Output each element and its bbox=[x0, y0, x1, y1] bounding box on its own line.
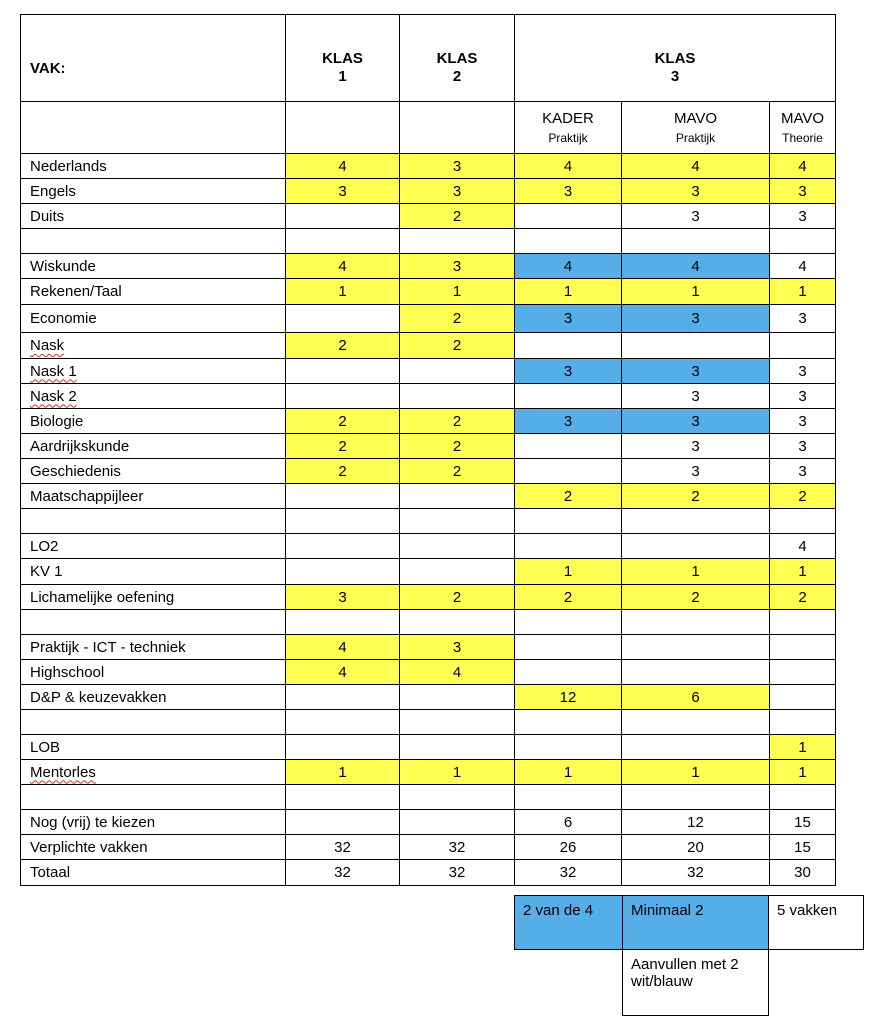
table-row bbox=[21, 305, 836, 333]
hours-cell bbox=[622, 660, 770, 685]
table-row bbox=[21, 279, 836, 305]
hours-cell bbox=[286, 810, 400, 835]
table-row bbox=[21, 660, 836, 685]
hours-cell: 6 bbox=[622, 685, 770, 710]
hours-cell bbox=[622, 333, 770, 359]
hours-cell bbox=[286, 384, 400, 409]
table-row bbox=[21, 384, 836, 409]
hours-cell: 2 bbox=[400, 305, 515, 333]
klas1-header bbox=[286, 15, 400, 102]
hours-cell: 3 bbox=[400, 179, 515, 204]
table-row bbox=[21, 559, 836, 585]
hours-cell bbox=[770, 785, 836, 810]
table-row bbox=[21, 409, 836, 434]
hours-cell bbox=[400, 229, 515, 254]
subject-cell bbox=[21, 810, 286, 835]
hours-cell bbox=[286, 509, 400, 534]
hours-cell: 3 bbox=[622, 434, 770, 459]
hours-cell: 4 bbox=[515, 154, 622, 179]
hours-cell: 3 bbox=[622, 179, 770, 204]
hours-cell: 3 bbox=[622, 459, 770, 484]
hours-cell bbox=[515, 384, 622, 409]
hours-cell: 4 bbox=[622, 154, 770, 179]
empty-row bbox=[21, 710, 836, 735]
subject-label: Biologie bbox=[30, 412, 84, 430]
hours-cell: 1 bbox=[770, 760, 836, 785]
hours-cell: 2 bbox=[286, 434, 400, 459]
curriculum-table bbox=[20, 14, 836, 886]
subject-label: Mentorles bbox=[30, 763, 96, 781]
subject-cell bbox=[21, 635, 286, 660]
table-row bbox=[21, 254, 836, 279]
subject-cell bbox=[21, 534, 286, 559]
subject-label: Nog (vrij) te kiezen bbox=[30, 813, 156, 831]
hours-cell: 4 bbox=[770, 154, 836, 179]
hours-cell bbox=[622, 534, 770, 559]
subject-cell bbox=[21, 835, 286, 860]
track-name: MAVO bbox=[780, 110, 825, 127]
hours-cell: 2 bbox=[400, 409, 515, 434]
hours-cell bbox=[286, 735, 400, 760]
subject-cell bbox=[21, 585, 286, 610]
subject-label: Wiskunde bbox=[30, 257, 96, 275]
hours-cell: 32 bbox=[286, 860, 400, 886]
subject-cell bbox=[21, 760, 286, 785]
subject-label: Geschiedenis bbox=[30, 462, 121, 480]
subject-cell bbox=[21, 685, 286, 710]
table-row bbox=[21, 835, 836, 860]
track-header-row bbox=[21, 102, 836, 154]
subject-label: Nask 2 bbox=[30, 387, 77, 405]
subject-cell bbox=[21, 229, 286, 254]
track-header-kader bbox=[515, 102, 622, 154]
hours-cell: 32 bbox=[622, 860, 770, 886]
subject-label: Verplichte vakken bbox=[30, 838, 148, 856]
hours-cell: 2 bbox=[400, 434, 515, 459]
subject-cell bbox=[21, 154, 286, 179]
hours-cell bbox=[515, 710, 622, 735]
hours-cell: 3 bbox=[770, 384, 836, 409]
hours-cell bbox=[400, 810, 515, 835]
hours-cell: 20 bbox=[622, 835, 770, 860]
hours-cell bbox=[770, 710, 836, 735]
hours-cell: 32 bbox=[286, 835, 400, 860]
klas2-number: 2 bbox=[452, 68, 462, 85]
hours-cell: 1 bbox=[770, 735, 836, 760]
hours-cell: 6 bbox=[515, 810, 622, 835]
hours-cell: 3 bbox=[515, 409, 622, 434]
hours-cell bbox=[400, 384, 515, 409]
track-header-mavo-praktijk bbox=[622, 102, 770, 154]
hours-cell bbox=[515, 434, 622, 459]
track-sub: Praktijk bbox=[675, 131, 716, 145]
table-row bbox=[21, 860, 836, 886]
hours-cell: 2 bbox=[400, 204, 515, 229]
hours-cell: 1 bbox=[286, 279, 400, 305]
hours-cell: 15 bbox=[770, 835, 836, 860]
track-name: KADER bbox=[542, 110, 594, 127]
hours-cell: 3 bbox=[286, 179, 400, 204]
hours-cell bbox=[515, 534, 622, 559]
hours-cell: 3 bbox=[400, 635, 515, 660]
subject-cell bbox=[21, 409, 286, 434]
hours-cell bbox=[622, 635, 770, 660]
hours-cell bbox=[515, 204, 622, 229]
hours-cell bbox=[400, 359, 515, 384]
track-name: MAVO bbox=[673, 110, 718, 127]
hours-cell: 2 bbox=[400, 459, 515, 484]
subject-label: Economie bbox=[30, 310, 97, 327]
hours-cell bbox=[515, 229, 622, 254]
subject-cell bbox=[21, 204, 286, 229]
legend-blue-2-van-de-4: 2 van de 4 bbox=[514, 895, 623, 950]
hours-cell bbox=[770, 635, 836, 660]
hours-cell bbox=[515, 333, 622, 359]
hours-cell: 32 bbox=[515, 860, 622, 886]
hours-cell bbox=[400, 509, 515, 534]
subject-cell bbox=[21, 660, 286, 685]
hours-cell bbox=[515, 785, 622, 810]
hours-cell: 3 bbox=[515, 305, 622, 333]
hours-cell: 4 bbox=[400, 660, 515, 685]
hours-cell: 3 bbox=[286, 585, 400, 610]
hours-cell bbox=[770, 229, 836, 254]
header-row bbox=[21, 15, 836, 102]
hours-cell: 2 bbox=[622, 585, 770, 610]
hours-cell: 2 bbox=[622, 484, 770, 509]
legend-white-5-vakken: 5 vakken bbox=[768, 895, 864, 950]
hours-cell: 4 bbox=[770, 534, 836, 559]
hours-cell: 3 bbox=[770, 459, 836, 484]
subject-label: LOB bbox=[30, 738, 61, 756]
hours-cell: 4 bbox=[286, 635, 400, 660]
hours-cell: 4 bbox=[622, 254, 770, 279]
hours-cell bbox=[622, 735, 770, 760]
hours-cell: 3 bbox=[515, 179, 622, 204]
table-row bbox=[21, 459, 836, 484]
hours-cell bbox=[622, 229, 770, 254]
empty-cell bbox=[400, 102, 515, 154]
hours-cell bbox=[622, 710, 770, 735]
table-row bbox=[21, 585, 836, 610]
subject-cell bbox=[21, 484, 286, 509]
empty-cell bbox=[286, 102, 400, 154]
table-row bbox=[21, 635, 836, 660]
hours-cell: 3 bbox=[770, 359, 836, 384]
vak-header: VAK: bbox=[21, 15, 286, 102]
hours-cell bbox=[515, 635, 622, 660]
hours-cell: 1 bbox=[770, 279, 836, 305]
subject-cell bbox=[21, 860, 286, 886]
hours-cell: 2 bbox=[400, 333, 515, 359]
hours-cell bbox=[515, 509, 622, 534]
hours-cell: 3 bbox=[622, 204, 770, 229]
hours-cell: 1 bbox=[515, 559, 622, 585]
hours-cell: 3 bbox=[622, 409, 770, 434]
subject-cell bbox=[21, 459, 286, 484]
subject-cell bbox=[21, 735, 286, 760]
hours-cell bbox=[770, 509, 836, 534]
table-row bbox=[21, 534, 836, 559]
subject-cell bbox=[21, 254, 286, 279]
hours-cell bbox=[622, 610, 770, 635]
hours-cell bbox=[286, 710, 400, 735]
hours-cell bbox=[515, 459, 622, 484]
klas3-label: KLAS bbox=[654, 50, 696, 67]
hours-cell: 2 bbox=[770, 585, 836, 610]
hours-cell bbox=[286, 559, 400, 585]
hours-cell bbox=[400, 735, 515, 760]
hours-cell: 1 bbox=[622, 559, 770, 585]
hours-cell: 1 bbox=[400, 760, 515, 785]
hours-cell bbox=[286, 359, 400, 384]
klas1-number: 1 bbox=[338, 68, 347, 85]
hours-cell: 3 bbox=[770, 204, 836, 229]
hours-cell: 2 bbox=[515, 585, 622, 610]
subject-cell bbox=[21, 434, 286, 459]
hours-cell: 1 bbox=[515, 760, 622, 785]
subject-label: Engels bbox=[30, 182, 76, 200]
legend-aanvullen: Aanvullen met 2 wit/blauw bbox=[622, 949, 769, 1016]
hours-cell bbox=[515, 660, 622, 685]
hours-cell bbox=[286, 685, 400, 710]
hours-cell: 3 bbox=[770, 434, 836, 459]
hours-cell: 3 bbox=[622, 384, 770, 409]
hours-cell: 4 bbox=[770, 254, 836, 279]
hours-cell: 2 bbox=[286, 459, 400, 484]
subject-label: Lichamelijke oefening bbox=[30, 588, 175, 606]
table-row bbox=[21, 333, 836, 359]
subject-cell bbox=[21, 710, 286, 735]
hours-cell: 1 bbox=[770, 559, 836, 585]
hours-cell bbox=[400, 559, 515, 585]
table-row bbox=[21, 359, 836, 384]
hours-cell bbox=[286, 785, 400, 810]
table-row bbox=[21, 484, 836, 509]
hours-cell bbox=[286, 534, 400, 559]
subject-label: Nask bbox=[30, 337, 65, 354]
subject-label: Nask 1 bbox=[30, 362, 77, 380]
hours-cell: 1 bbox=[622, 760, 770, 785]
hours-cell: 2 bbox=[400, 585, 515, 610]
hours-cell: 3 bbox=[515, 359, 622, 384]
hours-cell bbox=[400, 710, 515, 735]
hours-cell: 4 bbox=[286, 154, 400, 179]
klas2-header bbox=[400, 15, 515, 102]
hours-cell bbox=[400, 685, 515, 710]
hours-cell bbox=[770, 333, 836, 359]
hours-cell: 26 bbox=[515, 835, 622, 860]
hours-cell: 32 bbox=[400, 835, 515, 860]
subject-cell bbox=[21, 305, 286, 333]
subject-label: Totaal bbox=[30, 864, 71, 881]
hours-cell: 1 bbox=[622, 279, 770, 305]
track-sub: Praktijk bbox=[548, 131, 588, 145]
table-row bbox=[21, 154, 836, 179]
hours-cell: 3 bbox=[770, 305, 836, 333]
hours-cell: 3 bbox=[400, 254, 515, 279]
table-row bbox=[21, 434, 836, 459]
table-row bbox=[21, 810, 836, 835]
subject-cell bbox=[21, 179, 286, 204]
hours-cell: 30 bbox=[770, 860, 836, 886]
hours-cell bbox=[286, 229, 400, 254]
legend-blue-minimaal-2: Minimaal 2 bbox=[622, 895, 769, 950]
subject-cell bbox=[21, 279, 286, 305]
table-row bbox=[21, 760, 836, 785]
hours-cell bbox=[400, 484, 515, 509]
subject-label: Nederlands bbox=[30, 157, 107, 175]
hours-cell: 2 bbox=[515, 484, 622, 509]
hours-cell bbox=[286, 610, 400, 635]
hours-cell: 12 bbox=[515, 685, 622, 710]
subject-label: KV 1 bbox=[30, 563, 63, 580]
hours-cell bbox=[515, 735, 622, 760]
subject-label: Rekenen/Taal bbox=[30, 283, 122, 300]
hours-cell: 4 bbox=[286, 660, 400, 685]
hours-cell: 3 bbox=[400, 154, 515, 179]
hours-cell: 4 bbox=[515, 254, 622, 279]
hours-cell bbox=[622, 509, 770, 534]
hours-cell bbox=[400, 534, 515, 559]
hours-cell bbox=[286, 484, 400, 509]
subject-label: Maatschappijleer bbox=[30, 487, 144, 505]
klas3-header bbox=[515, 15, 836, 102]
klas3-number: 3 bbox=[670, 68, 680, 85]
subject-label: Duits bbox=[30, 207, 65, 225]
hours-cell bbox=[622, 785, 770, 810]
subject-cell bbox=[21, 359, 286, 384]
klas2-label: KLAS bbox=[436, 50, 478, 67]
hours-cell: 2 bbox=[286, 409, 400, 434]
subject-cell bbox=[21, 384, 286, 409]
hours-cell: 32 bbox=[400, 860, 515, 886]
hours-cell: 3 bbox=[770, 409, 836, 434]
subject-label: Highschool bbox=[30, 663, 105, 681]
hours-cell bbox=[400, 785, 515, 810]
empty-row bbox=[21, 229, 836, 254]
hours-cell bbox=[770, 610, 836, 635]
track-sub: Theorie bbox=[782, 131, 823, 145]
subject-label: LO2 bbox=[30, 537, 59, 555]
hours-cell bbox=[286, 305, 400, 333]
subject-cell bbox=[21, 333, 286, 359]
hours-cell: 1 bbox=[515, 279, 622, 305]
subject-cell bbox=[21, 610, 286, 635]
subject-label: Praktijk - ICT - techniek bbox=[30, 638, 186, 656]
hours-cell: 1 bbox=[286, 760, 400, 785]
hours-cell: 3 bbox=[622, 305, 770, 333]
subject-cell bbox=[21, 785, 286, 810]
subject-label: Aardrijkskunde bbox=[30, 437, 130, 455]
subject-label: D&P & keuzevakken bbox=[30, 688, 167, 706]
empty-cell bbox=[21, 102, 286, 154]
hours-cell bbox=[770, 685, 836, 710]
hours-cell: 2 bbox=[770, 484, 836, 509]
hours-cell: 3 bbox=[770, 179, 836, 204]
hours-cell: 4 bbox=[286, 254, 400, 279]
klas1-label: KLAS bbox=[322, 50, 363, 67]
empty-row bbox=[21, 610, 836, 635]
subject-cell bbox=[21, 559, 286, 585]
subject-cell bbox=[21, 509, 286, 534]
empty-row bbox=[21, 509, 836, 534]
track-header-mavo-theorie bbox=[770, 102, 836, 154]
hours-cell bbox=[400, 610, 515, 635]
table-row bbox=[21, 685, 836, 710]
hours-cell: 12 bbox=[622, 810, 770, 835]
table-row bbox=[21, 204, 836, 229]
hours-cell: 15 bbox=[770, 810, 836, 835]
hours-cell bbox=[286, 204, 400, 229]
table-row bbox=[21, 735, 836, 760]
hours-cell: 2 bbox=[286, 333, 400, 359]
hours-cell bbox=[770, 660, 836, 685]
empty-row bbox=[21, 785, 836, 810]
hours-cell: 3 bbox=[622, 359, 770, 384]
hours-cell bbox=[515, 610, 622, 635]
table-row bbox=[21, 179, 836, 204]
hours-cell: 1 bbox=[400, 279, 515, 305]
